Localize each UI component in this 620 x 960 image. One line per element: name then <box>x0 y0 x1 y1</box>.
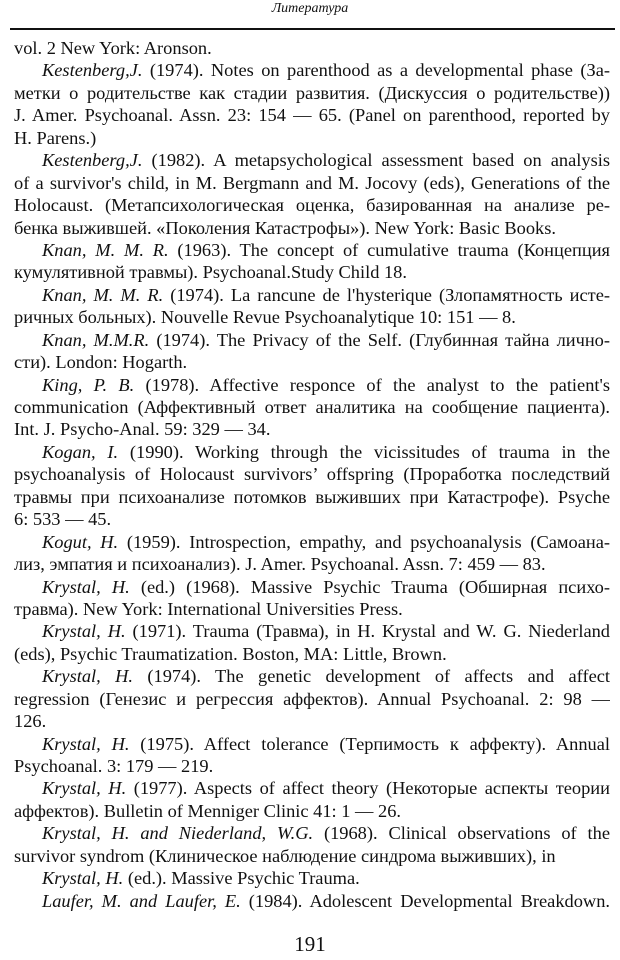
reference-entry-start <box>14 620 610 642</box>
author-name: Knan, M. M. R. <box>42 239 169 260</box>
reference-line <box>14 351 610 373</box>
reference-line <box>14 172 610 194</box>
author-name: King, P. B. <box>42 374 135 395</box>
reference-text: (1990). Working through the vicissitudes of trauma in the <box>118 441 610 462</box>
reference-line <box>14 127 610 149</box>
reference-entry-start <box>14 59 610 81</box>
reference-text: (1974). Notes on parenthood as a developmental phase (За- <box>142 60 610 81</box>
reference-entry-start <box>14 329 610 351</box>
reference-text: кумулятивной травмы). Psychoanal.Study Child 18. <box>14 262 407 283</box>
reference-text: (1971). Trauma (Травма), in H. Krystal and W. G. Niederland <box>125 621 610 642</box>
reference-line <box>14 82 610 104</box>
header-rule <box>10 28 615 30</box>
author-name: Kestenberg,J. <box>42 60 143 81</box>
reference-entry-start <box>14 777 610 799</box>
reference-line <box>14 261 610 283</box>
reference-text: (eds), Psychic Traumatization. Boston, MA: Little, Brown. <box>14 643 447 664</box>
reference-text: бенка выжившей. «Поколения Катастрофы»). New York: Basic Books. <box>14 217 556 238</box>
bibliography-text <box>14 37 610 912</box>
author-name: Krystal, H. and Niederland, W.G. <box>42 823 314 844</box>
author-name: Krystal, H. <box>42 621 126 642</box>
reference-text: (1959). Introspection, empathy, and psychoanalysis (Самоана- <box>118 531 610 552</box>
reference-line <box>14 463 610 485</box>
reference-text: communication (Аффективный ответ аналитика на сообщение пациента). <box>14 397 610 417</box>
author-name: Krystal, H. <box>42 778 127 799</box>
reference-text: Holocaust. (Метапсихологическая оценка, базированная на анализе ре- <box>14 195 610 216</box>
reference-text: ричных больных). Nouvelle Revue Psychoanalytique 10: 151 — 8. <box>14 307 516 328</box>
reference-text: psychoanalysis of Holocaust survivors’ offspring (Проработка последствий <box>14 464 610 485</box>
reference-line <box>14 755 610 777</box>
author-name: Krystal, H. <box>42 868 124 889</box>
reference-text: of a survivor's child, in M. Bergmann and M. Jocovy (eds), Generations of the <box>14 172 610 193</box>
reference-text: (1963). The concept of cumulative trauma (Концепция <box>168 239 610 260</box>
author-name: Laufer, M. and Laufer, E. <box>42 890 241 911</box>
reference-text: (1984). Adolescent Developmental Breakdown. <box>240 890 610 911</box>
reference-text: (1975). Affect tolerance (Терпимость к аффекту). Annual <box>129 733 610 754</box>
reference-line <box>14 800 610 822</box>
reference-text: Psychoanal. 3: 179 — 219. <box>14 756 214 776</box>
author-name: Knan, M. M. R. <box>42 284 164 305</box>
reference-entry-start <box>14 441 610 463</box>
reference-entry-start <box>14 867 610 889</box>
author-name: Knan, M.M.R. <box>42 329 150 350</box>
reference-text: метки о родительстве как стадии развития. (Дискуссия о родительстве)) <box>14 82 610 103</box>
reference-line <box>14 508 610 530</box>
reference-text: (1968). Clinical observations of the <box>313 823 610 844</box>
reference-text: (1974). The genetic development of affects and affect <box>133 666 610 687</box>
page-number: 191 <box>294 932 326 956</box>
reference-text: vol. 2 New York: Aronson. <box>14 38 212 58</box>
reference-text: 126. <box>14 711 47 732</box>
reference-entry-start <box>14 239 610 261</box>
author-name: Krystal, H. <box>42 576 130 597</box>
reference-entry-start <box>14 890 610 912</box>
reference-line <box>14 306 610 328</box>
author-name: Krystal, H. <box>42 666 134 687</box>
reference-line <box>14 217 610 239</box>
author-name: Kogan, I. <box>42 441 119 462</box>
reference-entry-start <box>14 374 610 396</box>
reference-line <box>14 486 610 508</box>
reference-text: сти). London: Hogarth. <box>14 352 188 373</box>
reference-line <box>14 194 610 216</box>
reference-line <box>14 418 610 440</box>
reference-text: (ed.). Massive Psychic Trauma. <box>123 868 360 889</box>
reference-text: травма). New York: International Universities Press. <box>14 598 403 619</box>
reference-text: (1974). The Privacy of the Self. (Глубинная тайна лично- <box>149 329 610 350</box>
reference-text: лиз, эмпатия и психоанализ). J. Amer. Psychoanal. Assn. 7: 459 — 83. <box>14 554 546 575</box>
reference-text: травмы при психоанализе потомков выживших при Катастрофе). Psyche <box>14 486 610 507</box>
reference-text: J. Amer. Psychoanal. Assn. 23: 154 — 65. (Panel on parenthood, reported by <box>14 105 610 126</box>
author-name: Krystal, H. <box>42 733 130 754</box>
reference-text: (ed.) (1968). Massive Psychic Trauma (Обширная психо- <box>129 576 610 597</box>
reference-text: survivor syndrom (Клиническое наблюдение синдрома выживших), in <box>14 845 556 866</box>
reference-entry-start <box>14 284 610 306</box>
reference-line <box>14 643 610 665</box>
reference-text: regression (Генезис и регрессия аффектов). Annual Psychoanal. 2: 98 — <box>14 688 610 709</box>
reference-entry-start <box>14 822 610 844</box>
reference-entry-start <box>14 733 610 755</box>
running-header: Литература <box>271 1 349 16</box>
reference-text: (1974). La rancune de l'hysterique (Злопамятность истe- <box>163 284 610 305</box>
reference-text: 6: 533 — 45. <box>14 509 112 530</box>
reference-line <box>14 37 610 59</box>
reference-entry-start <box>14 576 610 598</box>
reference-text: H. Parens.) <box>14 127 97 148</box>
reference-text: аффектов). Bulletin of Menniger Clinic 41: 1 — 26. <box>14 800 402 821</box>
reference-entry-start <box>14 149 610 171</box>
reference-text: (1982). A metapsychological assessment based on analysis <box>142 150 610 171</box>
reference-line <box>14 104 610 126</box>
reference-line <box>14 553 610 575</box>
reference-line <box>14 598 610 620</box>
reference-line <box>14 710 610 732</box>
reference-entry-start <box>14 531 610 553</box>
author-name: Kestenberg,J. <box>42 150 143 171</box>
reference-line <box>14 845 610 867</box>
reference-entry-start <box>14 665 610 687</box>
reference-line <box>14 396 610 418</box>
reference-text: (1977). Aspects of affect theory (Некоторые аспекты теории <box>126 778 610 799</box>
reference-text: Int. J. Psycho-Anal. 59: 329 — 34. <box>14 419 271 440</box>
author-name: Kogut, H. <box>42 531 119 552</box>
reference-text: (1978). Affective responce of the analyst to the patient's <box>134 374 610 395</box>
reference-line <box>14 688 610 710</box>
